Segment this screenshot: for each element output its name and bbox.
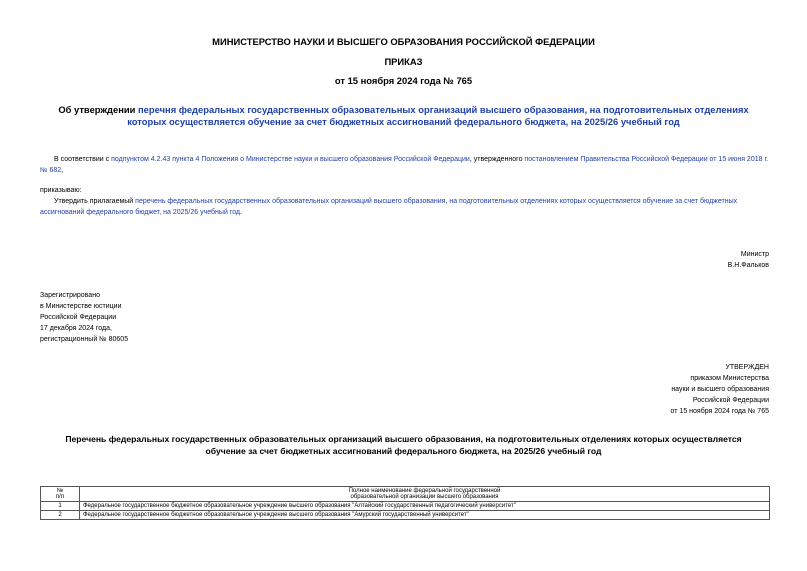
approved-line-3: науки и высшего образования (671, 386, 769, 393)
signature-block (560, 249, 769, 271)
registration-line-1: Зарегистрировано (40, 292, 100, 299)
approve-text-2: . (240, 209, 242, 216)
row-organization-name: Федеральное государственное бюджетное образовательное учреждение высшего образования "Алтайский государственный педагогический университет" (80, 502, 770, 511)
approved-list-link[interactable]: перечень федеральных государственных образовательных организаций высшего образования, на подготовительных отделениях которых осуществляется обучение за счет бюджетных ассигнований федерального бюджет, на 2025/26 учебный год (40, 198, 738, 216)
registration-line-3: Российской Федерации (40, 314, 117, 321)
government-decree-link[interactable]: постановлением Правительства Российской Федерации от 15 июня 2018 г. № 682 (40, 156, 769, 174)
approved-line-4: Российской Федерации (692, 397, 769, 404)
signature-title: Министр (740, 251, 769, 258)
registration-block (40, 290, 260, 345)
table-header-row (41, 487, 770, 502)
registration-line-2: в Министерстве юстиции (40, 303, 122, 310)
subparagraph-link[interactable]: подпунктом 4.2.43 пункта 4 (111, 156, 200, 163)
list-title (0, 433, 807, 457)
regulation-link[interactable]: Положения о Министерстве науки и высшего образования Российской Федерации (201, 156, 470, 163)
header-name-cell (80, 487, 770, 502)
registration-line-4: 17 декабря 2024 года, (40, 325, 112, 332)
organizations-table (40, 486, 770, 520)
approved-line-1: УТВЕРЖДЕН (725, 364, 769, 371)
row-number: 2 (41, 511, 80, 520)
basis-text-1: В соответствии с (54, 156, 112, 163)
row-organization-name: Федеральное государственное бюджетное образовательное учреждение высшего образования "Амурский государственный университет" (80, 511, 770, 520)
approved-block (540, 362, 769, 417)
ministry-heading: МИНИСТЕРСТВО НАУКИ И ВЫСШЕГО ОБРАЗОВАНИЯ РОССИЙСКОЙ ФЕДЕРАЦИИ (212, 36, 595, 47)
basis-paragraph (40, 154, 770, 176)
approved-line-5: от 15 ноября 2024 года № 765 (670, 408, 769, 415)
row-number: 1 (41, 502, 80, 511)
header-num-line-2: п/п (55, 494, 65, 500)
table-row (41, 511, 770, 520)
header-name-line-1: Полное наименование федеральной государственной (348, 488, 501, 494)
list-title-line-1: Перечень федеральных государственных образовательных организаций высшего образования, на подготовительных отделениях которых осуществляется (65, 434, 742, 444)
table-row (41, 502, 770, 511)
list-title-line-2: обучение за счет бюджетных ассигнований федерального бюджета, на 2025/26 учебный год (205, 446, 602, 456)
header-name-line-2: образовательной организации высшего образования (350, 494, 499, 500)
subject-prefix: Об утверждении (58, 104, 138, 115)
order-word: приказываю: (40, 187, 82, 194)
subject-list-link[interactable]: перечня федеральных государственных образовательных организаций высшего образования, на подготовительных отделениях которых осуществляется обучение за счет бюджетных ассигнований федерального бюджета, на 2025/26 учебный год (127, 104, 749, 127)
registration-line-5: регистрационный № 80605 (40, 336, 129, 343)
order-date-number: от 15 ноября 2024 года № 765 (334, 75, 473, 86)
signature-name: В.Н.Фальков (727, 262, 769, 269)
header-number-cell (41, 487, 80, 502)
header-num-line-1: № (56, 488, 64, 494)
approve-paragraph (40, 196, 770, 218)
order-subject (40, 104, 767, 128)
approved-line-2: приказом Министерства (690, 375, 769, 382)
basis-text-4: , (61, 167, 64, 174)
basis-text-3: , утвержденного (469, 156, 525, 163)
doc-type-heading: ПРИКАЗ (384, 56, 423, 67)
approve-text-1: Утвердить прилагаемый (54, 198, 136, 205)
